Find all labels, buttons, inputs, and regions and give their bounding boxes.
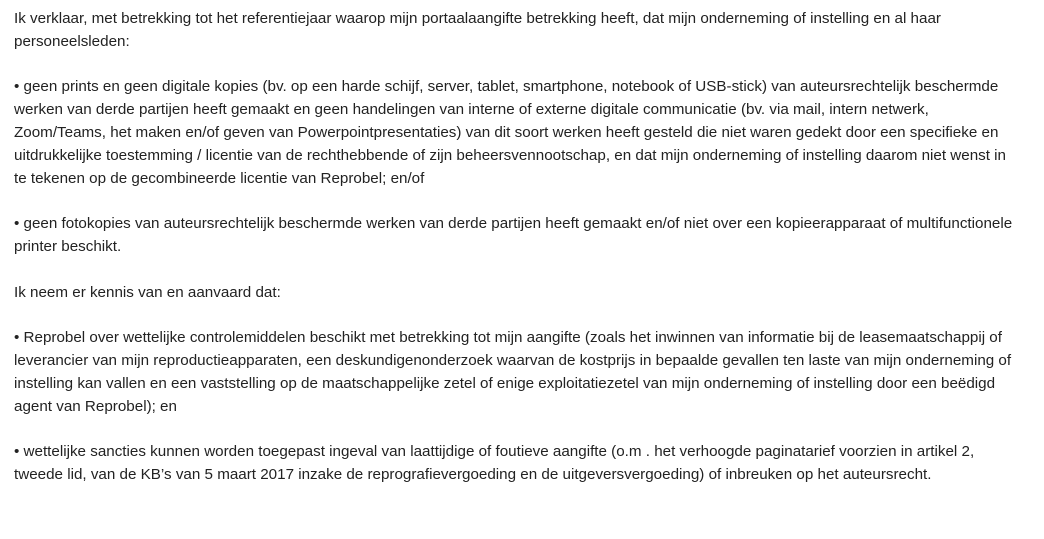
bullet-control-means: • Reprobel over wettelijke controlemiddelen beschikt met betrekking tot mijn aangifte (zoals het inwinnen van informatie bij de leasemaatschappij of leverancier van mijn reproductieapparaten, een deskundigenonderzoek waarvan de kostprijs in bepaalde gevallen ten laste van mijn onderneming of instelling kan vallen en een vaststelling op de maatschappelijke zetel of enige exploitatiezetel van mijn onderneming of instelling door een beëdigd agent van Reprobel); en (14, 329, 1012, 415)
bullet-photocopies: • geen fotokopies van auteursrechtelijk beschermde werken van derde partijen heeft gemaakt en/of niet over een kopieerapparaat of multifunctionele printer beschikt. (14, 215, 1013, 255)
acknowledge-intro: Ik neem er kennis van en aanvaard dat: (14, 283, 281, 301)
declaration-intro: Ik verklaar, met betrekking tot het referentiejaar waarop mijn portaalaangifte betrekking heeft, dat mijn onderneming of instelling en al haar personeelsleden: (14, 10, 941, 50)
bullet-digital-copies: • geen prints en geen digitale kopies (bv. op een harde schijf, server, tablet, smartphone, notebook of USB-stick) van auteursrechtelijk beschermde werken van derde partijen heeft gemaakt en geen handelingen van interne of externe digitale communicatie (bv. via mail, intern netwerk, Zoom/Teams, het maken en/of geven van Powerpointpresentaties) van dit soort werken heeft gesteld die niet waren gedekt door een specifieke en uitdrukkelijke toestemming / licentie van de rechthebbende of zijn beheersvennootschap, en dat mijn onderneming of instelling daarom niet wenst in te tekenen op de gecombineerde licentie van Reprobel; en/of (14, 78, 1006, 187)
declaration-text (14, 8, 1014, 510)
bullet-legal-sanctions: • wettelijke sancties kunnen worden toegepast ingeval van laattijdige of foutieve aangifte (o.m . het verhoogde paginatarief voorzien in artikel 2, tweede lid, van de KB’s van 5 maart 2017 inzake de reprografievergoeding en de uitgeversvergoeding) of inbreuken op het auteursrecht. (14, 443, 975, 483)
